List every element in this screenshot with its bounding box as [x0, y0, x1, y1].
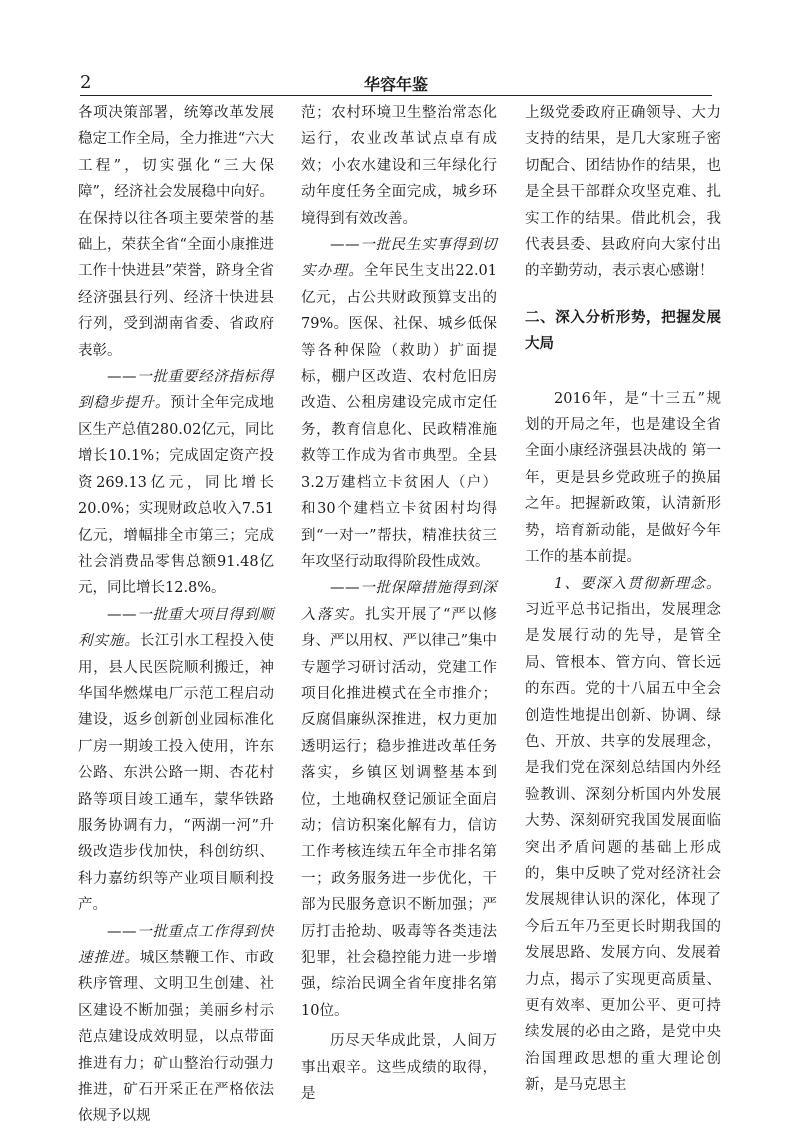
paragraph-lead: ——一批保障措施得到深入落实。 [301, 580, 497, 623]
page-header [80, 72, 712, 94]
paragraph-body: 全年民生支出22.01亿元，占公共财政预算支出的79%。医保、社保、城乡低保等各种保险（救助）扩面提标，棚户区改造、农村危旧房改造、公租房建设完成市定任务，教育信息化、民政精准施救等工作成为省市典型。全县3.2万建档立卡贫困人（户）和30个建档立卡贫困村均得到“一对一”帮扶，精准扶贫三年攻坚行动取得阶段性成效。 [301, 263, 498, 570]
text-column-3 [525, 100, 721, 1099]
paragraph-body: 扎实开展了“严以修身、严以用权、严以律己”集中专题学习研讨活动，党建工作项目化推进模式在全市推介；反腐倡廉纵深推进，权力更加透明运行；稳步推进改革任务落实，乡镇区划调整基本到位，土地确权登记颁证全面启动；信访积案化解有力，信访工作考核连续五年全市排名第一；政务服务进一步优化，干部为民服务意识不断加强；严厉打击抢劫、吸毒等各类违法犯罪，社会稳控能力进一步增强，综治民调全省年度排名第10位。 [301, 606, 498, 1019]
paragraph-body: 长江引水工程投入使用，县人民医院顺利搬迁，神华国华燃煤电厂示范工程启动建设，返乡创新创业园标准化厂房一期竣工投入使用，许东公路、东洪公路一期、杏花村路等项目竣工通车，蒙华铁路服务协调有力，“两湖一河”升级改造步伐加快，科创纺织、科力嘉纺织等产业项目顺利投产。 [78, 633, 275, 914]
paragraph: 各项决策部署，统筹改革发展稳定工作全局，全力推进“六大工程”，切实强化“三大保障”，经济社会发展稳中向好。在保持以往各项主要荣誉的基础上，荣获全省“全面小康推进工作十快进县”荣誉，跻身全省经济强县行列、经济十快进县行列，受到湖南省委、省政府表彰。 [78, 105, 274, 359]
paragraph-body: 预计全年完成地区生产总值280.02亿元，同比增长10.1%；完成固定资产投资269.13亿元，同比增长20.0%；实现财政总收入7.51亿元，增幅排全市第三；完成社会消费品零售总额91.48亿元，同比增长12.8%。 [78, 395, 274, 597]
paragraph-lead: ——一批重点工作得到快速推进。 [78, 923, 274, 966]
paragraph-lead: 1、要深入贯彻新理念。 [554, 575, 721, 592]
paragraph-lead: ——一批重要经济指标得到稳步提升。 [78, 369, 274, 412]
page-number: 2 [80, 72, 92, 93]
paragraph [301, 232, 497, 575]
paragraph-lead: ——一批民生实事得到切实办理。 [301, 237, 497, 280]
paragraph-body: 城区禁鞭工作、市政秩序管理、文明卫生创建、社区建设不断加强；美丽乡村示范点建设成效明显，以点带面推进有力；矿山整治行动强力推进，矿石开采正在严格依法依规予以规 [78, 950, 275, 1125]
paragraph [78, 364, 274, 602]
paragraph: 2016年，是“十三五”规划的开局之年，也是建设全省全面小康经济强县决战的 第一年，更是县乡党政班子的换届之年。把握新政策，认清新形势，培育新动能，是做好今年工作的基本前提。 [525, 390, 721, 566]
paragraph: 上级党委政府正确领导、大力支持的结果，是几大家班子密切配合、团结协作的结果，也是全县干部群众攻坚克难、扎实工作的结果。借此机会，我代表县委、县政府向大家付出的辛勤劳动，表示衷心感谢！ [525, 105, 721, 280]
paragraph: 历尽天华成此景，人间万事出艰辛。这些成绩的取得，是 [301, 1033, 497, 1103]
paragraph-lead: ——一批重大项目得到顺利实施。 [78, 606, 274, 650]
paragraph [301, 575, 497, 1024]
paragraph [525, 571, 721, 1099]
running-title: 华容年鉴 [363, 75, 428, 94]
paragraph-body: 习近平总书记指出，发展理念是发展行动的先导，是管全局、管根本、管方向、管长远的东西。党的十八届五中全会创造性地提出创新、协调、绿色、开放、共享的发展理念，是我们党在深刻总结国内外经验教训、深刻分析国内外发展大势、深刻研究我国发展面临突出矛盾问题的基础上形成的，集中反映了党对经济社会发展规律认识的深化，体现了今后五年乃至更长时期我国的发展思路、发展方向、发展着力点，揭示了实现更高质量、更有效率、更加公平、更可持续发展的必由之路，是党中央治国理政思想的重大理论创新，是马克思主 [525, 601, 721, 1094]
section-heading: 二、深入分析形势，把握发展大局 [525, 309, 721, 353]
paragraph: 范；农村环境卫生整治常态化运行，农业改革试点卓有成效；小农水建设和三年绿化行动年度任务全面完成，城乡环境得到有效改善。 [301, 105, 497, 227]
paragraph [78, 919, 274, 1130]
header-rule [80, 95, 712, 96]
text-column-1 [78, 100, 274, 1130]
text-column-2 [301, 100, 497, 1107]
paragraph [78, 602, 274, 919]
